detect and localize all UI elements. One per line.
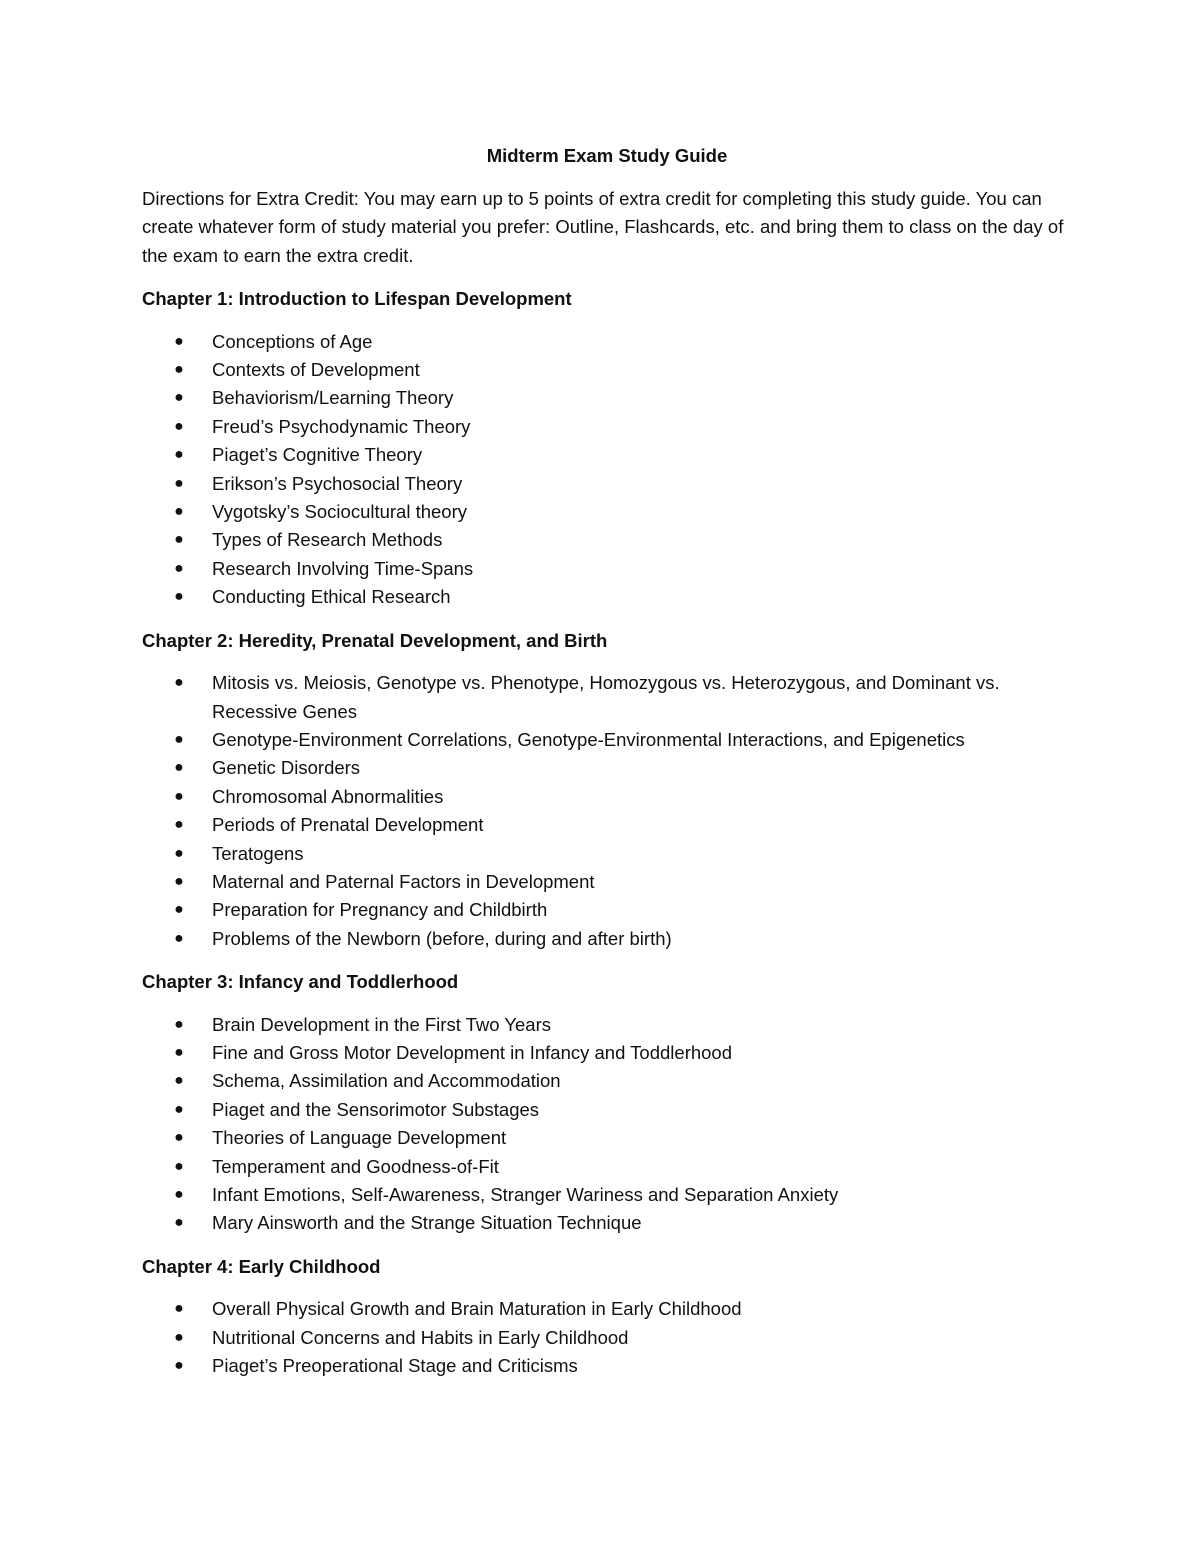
- chapter-heading: Chapter 2: Heredity, Prenatal Development, and Birth: [142, 629, 608, 651]
- topic-text: Freud’s Psychodynamic Theory: [212, 415, 471, 437]
- list-item: [142, 555, 1072, 583]
- topic-text: Piaget’s Preoperational Stage and Criticisms: [212, 1355, 578, 1377]
- bullet-icon: ●: [174, 588, 184, 606]
- list-item: [142, 413, 1072, 441]
- topic-text: Piaget and the Sensorimotor Substages: [212, 1098, 540, 1120]
- topic-text: Contexts of Development: [212, 359, 420, 381]
- bullet-icon: ●: [174, 844, 184, 862]
- list-item: [142, 726, 1072, 754]
- topic-text: Conceptions of Age: [212, 330, 373, 352]
- topic-text: Erikson’s Psychosocial Theory: [212, 472, 463, 494]
- list-item: [142, 1011, 1072, 1039]
- list-item: [142, 1153, 1072, 1181]
- list-item: [142, 526, 1072, 554]
- topic-text: Mitosis vs. Meiosis, Genotype vs. Phenotype, Homozygous vs. Heterozygous, and Dominant vs. Recessive Genes: [212, 672, 1000, 722]
- topic-text: Preparation for Pregnancy and Childbirth: [212, 899, 548, 921]
- list-item: [142, 583, 1072, 611]
- list-item: [142, 811, 1072, 839]
- bullet-icon: ●: [174, 361, 184, 379]
- chapter-heading: Chapter 1: Introduction to Lifespan Development: [142, 288, 572, 310]
- topic-text: Temperament and Goodness-of-Fit: [212, 1155, 499, 1177]
- bullet-icon: ●: [174, 446, 184, 464]
- topic-text: Problems of the Newborn (before, during and after birth): [212, 927, 672, 949]
- bullet-icon: ●: [174, 1214, 184, 1232]
- list-item: [142, 669, 1072, 726]
- bullet-icon: ●: [174, 1129, 184, 1147]
- bullet-icon: ●: [174, 1072, 184, 1090]
- list-item: [142, 840, 1072, 868]
- topic-list: [142, 1295, 1072, 1380]
- chapter-section-1: [142, 285, 1072, 611]
- topic-text: Research Involving Time-Spans: [212, 557, 474, 579]
- bullet-icon: ●: [174, 559, 184, 577]
- topic-text: Schema, Assimilation and Accommodation: [212, 1070, 561, 1092]
- list-item: [142, 1039, 1072, 1067]
- list-item: [142, 925, 1072, 953]
- topic-list: [142, 669, 1072, 953]
- chapter-section-3: [142, 968, 1072, 1238]
- list-item: [142, 1295, 1072, 1323]
- topic-text: Infant Emotions, Self-Awareness, Stranger Wariness and Separation Anxiety: [212, 1184, 839, 1205]
- bullet-icon: ●: [174, 1100, 184, 1118]
- bullet-icon: ●: [174, 759, 184, 777]
- bullet-icon: ●: [174, 1357, 184, 1375]
- topic-text: Behaviorism/Learning Theory: [212, 387, 454, 409]
- extra-credit-directions: Directions for Extra Credit: You may earn up to 5 points of extra credit for completing this study guide. You can create whatever form of study material you prefer: Outline, Flashcards, etc. and bring them to class on the day of the exam to earn the extra credit.: [142, 188, 1064, 266]
- list-item: [142, 1067, 1072, 1095]
- topic-text: Periods of Prenatal Development: [212, 814, 484, 836]
- bullet-icon: ●: [174, 1015, 184, 1033]
- list-item: [142, 470, 1072, 498]
- list-item: [142, 754, 1072, 782]
- bullet-icon: ●: [174, 1043, 184, 1061]
- bullet-icon: ●: [174, 1328, 184, 1346]
- chapter-list: [142, 285, 1072, 1380]
- topic-text: Genetic Disorders: [212, 757, 361, 779]
- topic-text: Mary Ainsworth and the Strange Situation Technique: [212, 1212, 642, 1234]
- topic-text: Brain Development in the First Two Years: [212, 1013, 551, 1035]
- list-item: [142, 896, 1072, 924]
- bullet-icon: ●: [174, 417, 184, 435]
- topic-text: Teratogens: [212, 842, 304, 864]
- topic-text: Maternal and Paternal Factors in Development: [212, 870, 595, 892]
- bullet-icon: ●: [174, 332, 184, 350]
- topic-text: Conducting Ethical Research: [212, 586, 451, 608]
- topic-text: Chromosomal Abnormalities: [212, 785, 444, 807]
- list-item: [142, 1352, 1072, 1380]
- topic-text: Piaget’s Cognitive Theory: [212, 444, 423, 466]
- topic-text: Nutritional Concerns and Habits in Early Childhood: [212, 1326, 629, 1348]
- bullet-icon: ●: [174, 474, 184, 492]
- topic-text: Theories of Language Development: [212, 1127, 507, 1149]
- topic-list: [142, 328, 1072, 612]
- topic-list: [142, 1011, 1072, 1238]
- bullet-icon: ●: [174, 389, 184, 407]
- bullet-icon: ●: [174, 816, 184, 834]
- chapter-heading: Chapter 3: Infancy and Toddlerhood: [142, 971, 459, 993]
- bullet-icon: ●: [174, 901, 184, 919]
- list-item: [142, 783, 1072, 811]
- list-item: [142, 441, 1072, 469]
- list-item: [142, 498, 1072, 526]
- topic-text: Genotype-Environment Correlations, Genotype-Environmental Interactions, and Epigenetics: [212, 728, 965, 750]
- list-item: [142, 1209, 1072, 1237]
- chapter-heading: Chapter 4: Early Childhood: [142, 1255, 381, 1277]
- list-item: [142, 328, 1072, 356]
- bullet-icon: ●: [174, 929, 184, 947]
- topic-text: Fine and Gross Motor Development in Infancy and Toddlerhood: [212, 1041, 733, 1063]
- list-item: [142, 1181, 1072, 1209]
- chapter-section-4: [142, 1253, 1072, 1381]
- bullet-icon: ●: [174, 1300, 184, 1318]
- topic-text: Types of Research Methods: [212, 529, 443, 551]
- bullet-icon: ●: [174, 1186, 184, 1203]
- list-item: [142, 1324, 1072, 1352]
- document-page: [142, 140, 1072, 1395]
- bullet-icon: ●: [174, 730, 184, 748]
- bullet-icon: ●: [174, 872, 184, 890]
- topic-text: Overall Physical Growth and Brain Maturation in Early Childhood: [212, 1298, 742, 1320]
- list-item: [142, 384, 1072, 412]
- chapter-section-2: [142, 627, 1072, 953]
- topic-text: Vygotsky’s Sociocultural theory: [212, 501, 468, 523]
- bullet-icon: ●: [174, 787, 184, 805]
- bullet-icon: ●: [174, 1157, 184, 1175]
- list-item: [142, 356, 1072, 384]
- list-item: [142, 1096, 1072, 1124]
- bullet-icon: ●: [174, 503, 184, 521]
- list-item: [142, 868, 1072, 896]
- list-item: [142, 1124, 1072, 1152]
- bullet-icon: ●: [174, 674, 184, 692]
- bullet-icon: ●: [174, 531, 184, 549]
- document-title: Midterm Exam Study Guide: [486, 145, 728, 166]
